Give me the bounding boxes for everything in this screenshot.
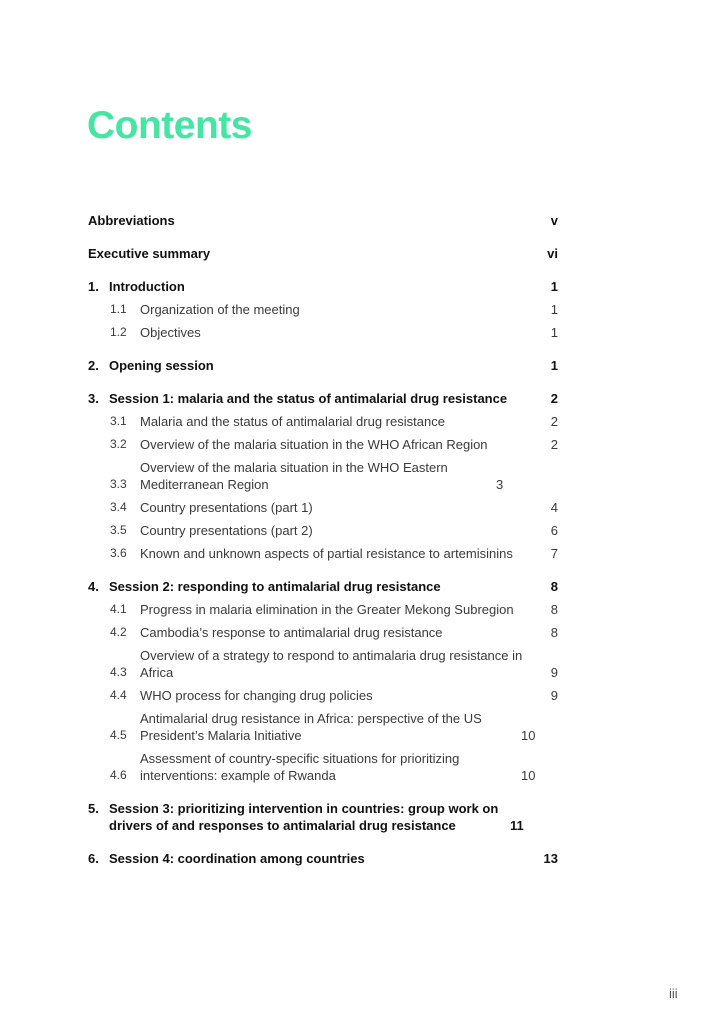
toc-entry-number: 4.1: [110, 602, 127, 616]
toc-entry-title: Overview of a strategy to respond to antimalaria drug resistance in Africa: [140, 648, 523, 680]
toc-entry-number: 4.5: [110, 728, 127, 742]
toc-entry-title: Session 2: responding to antimalarial drug resistance: [109, 579, 441, 594]
toc-entry-5[interactable]: [88, 800, 558, 834]
toc-entry-4-6[interactable]: [88, 750, 558, 784]
toc-entry-number: 3.2: [110, 437, 127, 451]
toc-entry-title: Session 1: malaria and the status of antimalarial drug resistance: [109, 391, 508, 406]
toc-entry-number: 6.: [88, 851, 99, 866]
toc-entry-page: 10: [521, 768, 536, 783]
table-of-contents: [88, 212, 558, 867]
toc-entry-page: 1: [550, 279, 558, 294]
toc-entry-title: Assessment of country-specific situations for prioritizing interventions: example of Rwanda: [140, 751, 460, 783]
toc-entry-title: Opening session: [109, 358, 214, 373]
toc-entry-title: Session 3: prioritizing intervention in countries: group work on drivers of and responses to antimalarial drug resistance: [109, 801, 499, 833]
toc-entry-title: Objectives: [140, 325, 201, 340]
toc-entry-3-6[interactable]: [88, 545, 558, 562]
toc-entry-page: vi: [547, 246, 558, 261]
toc-entry-number: 4.: [88, 579, 99, 594]
toc-entry-3-2[interactable]: [88, 436, 558, 453]
toc-entry-page: 2: [550, 414, 558, 429]
toc-entry-page: 9: [550, 688, 558, 703]
toc-entry-page: 13: [543, 851, 558, 866]
toc-entry-number: 2.: [88, 358, 99, 373]
toc-entry-1-2[interactable]: [88, 324, 558, 341]
toc-entry-3[interactable]: [88, 390, 558, 407]
toc-entry-title: Country presentations (part 2): [140, 523, 313, 538]
toc-entry-page: 1: [550, 358, 558, 373]
toc-entry-page: 6: [550, 523, 558, 538]
toc-entry-title: Overview of the malaria situation in the WHO African Region: [140, 437, 488, 452]
toc-entry-page: 8: [550, 579, 558, 594]
toc-entry-title: Executive summary: [88, 246, 211, 261]
toc-entry-title: Cambodia’s response to antimalarial drug resistance: [140, 625, 443, 640]
toc-entry-page: v: [550, 213, 558, 228]
toc-entry-4-4[interactable]: [88, 687, 558, 704]
toc-entry-page: 1: [550, 325, 558, 340]
toc-entry-title: Organization of the meeting: [140, 302, 300, 317]
toc-entry-page: 8: [550, 602, 558, 617]
toc-entry-page: 7: [550, 546, 558, 561]
toc-entry-title: Country presentations (part 1): [140, 500, 313, 515]
toc-entry-6[interactable]: [88, 850, 558, 867]
toc-entry-title: Overview of the malaria situation in the WHO Eastern Mediterranean Region: [140, 460, 448, 492]
toc-entry-number: 3.1: [110, 414, 127, 428]
toc-entry-number: 4.4: [110, 688, 127, 702]
toc-entry-page: 9: [550, 665, 558, 680]
toc-entry-4-5[interactable]: [88, 710, 558, 744]
toc-entry-number: 3.3: [110, 477, 127, 491]
toc-entry-number: 4.3: [110, 665, 127, 679]
toc-entry-page: 1: [550, 302, 558, 317]
toc-entry-3-4[interactable]: [88, 499, 558, 516]
toc-entry-number: 5.: [88, 801, 99, 816]
page-number: iii: [669, 986, 678, 1001]
toc-entry-title: Progress in malaria elimination in the Greater Mekong Subregion: [140, 602, 514, 617]
toc-entry-4[interactable]: [88, 578, 558, 595]
page-title: Contents: [87, 104, 252, 147]
toc-entry-number: 4.2: [110, 625, 127, 639]
toc-entry-number: 1.2: [110, 325, 127, 339]
toc-entry-4-1[interactable]: [88, 601, 558, 618]
toc-entry-1[interactable]: [88, 278, 558, 295]
toc-entry-title: Abbreviations: [88, 213, 175, 228]
toc-entry-title: WHO process for changing drug policies: [140, 688, 373, 703]
toc-entry-3-5[interactable]: [88, 522, 558, 539]
toc-entry-number: 3.6: [110, 546, 127, 560]
toc-entry-abbreviations[interactable]: [88, 212, 558, 229]
toc-entry-4-3[interactable]: [88, 647, 558, 681]
toc-entry-page: 2: [550, 437, 558, 452]
toc-entry-title: Malaria and the status of antimalarial drug resistance: [140, 414, 445, 429]
toc-entry-page: 3: [496, 477, 504, 492]
toc-entry-page: 4: [550, 500, 558, 515]
toc-entry-page: 11: [510, 818, 524, 833]
toc-entry-number: 1.1: [110, 302, 127, 316]
toc-entry-3-3[interactable]: [88, 459, 558, 493]
toc-entry-page: 8: [550, 625, 558, 640]
toc-entry-1-1[interactable]: [88, 301, 558, 318]
toc-entry-executive-summary[interactable]: [88, 245, 558, 262]
toc-entry-page: 2: [550, 391, 558, 406]
toc-entry-2[interactable]: [88, 357, 558, 374]
toc-entry-3-1[interactable]: [88, 413, 558, 430]
toc-entry-title: Introduction: [109, 279, 185, 294]
toc-entry-number: 3.5: [110, 523, 127, 537]
toc-entry-number: 1.: [88, 279, 99, 294]
toc-entry-number: 3.4: [110, 500, 127, 514]
toc-entry-title: Antimalarial drug resistance in Africa: perspective of the US President’s Malaria Initiative: [140, 711, 482, 743]
toc-entry-title: Known and unknown aspects of partial resistance to artemisinins: [140, 546, 513, 561]
toc-entry-page: 10: [521, 728, 536, 743]
toc-entry-number: 4.6: [110, 768, 127, 782]
toc-entry-4-2[interactable]: [88, 624, 558, 641]
toc-entry-number: 3.: [88, 391, 99, 406]
toc-entry-title: Session 4: coordination among countries: [109, 851, 365, 866]
